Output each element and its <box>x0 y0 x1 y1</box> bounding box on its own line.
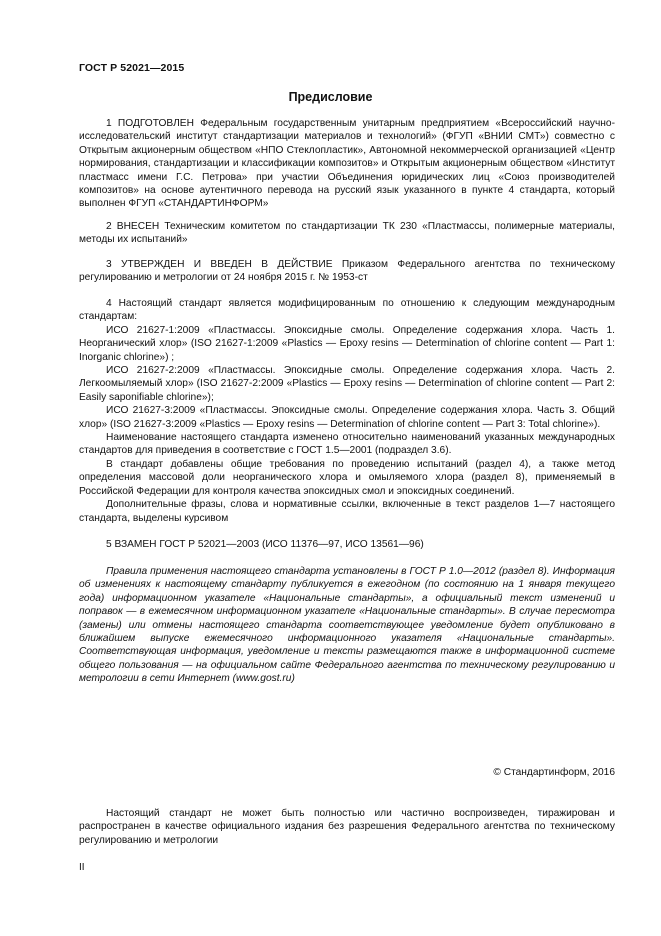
paragraph-replaces: 5 ВЗАМЕН ГОСТ Р 52021—2003 (ИСО 11376—97, ИСО 13561—96) <box>106 539 424 550</box>
paragraph-additional-phrases: Дополнительные фразы, слова и нормативные ссылки, включенные в текст разделов 1—7 настоящего стандарта, выделены курсивом <box>79 499 615 524</box>
paragraph-reproduction: Настоящий стандарт не может быть полностью или частично воспроизведен, тиражирован и распространен в качестве официального издания без разрешения Федерального агентства по техническому регулированию и метрологии <box>79 808 615 846</box>
standard-item-2: ИСО 21627-2:2009 «Пластмассы. Эпоксидные смолы. Определение содержания хлора. Часть 2. Легкоомыляемый хлор» (ISO 21627-2:2009 «Plastics — Epoxy resins — Determination of chlorine content — Part 2: Easily saponifiable chlorine»); <box>79 365 615 403</box>
page-title: Предисловие <box>288 90 373 104</box>
paragraph-approved: 3 УТВЕРЖДЕН И ВВЕДЕН В ДЕЙСТВИЕ Приказом Федерального агентства по техническому регулированию и метрологии от 24 ноября 2015 г. № 1953-ст <box>79 259 615 284</box>
standard-item-1: ИСО 21627-1:2009 «Пластмассы. Эпоксидные смолы. Определение содержания хлора. Часть 1. Неорганический хлор» (ISO 21627-1:2009 «Plastics — Epoxy resins — Determination of chlorine content — Part 1: Inorganic chlorine») ; <box>79 324 615 363</box>
page-number: II <box>79 862 85 873</box>
rules-notice <box>79 565 615 686</box>
standard-item-3: ИСО 21627-3:2009 «Пластмассы. Эпоксидные смолы. Определение содержания хлора. Часть 3. Общий хлор» (ISO 21627-3:2009 «Plastics — Epoxy resins — Determination of chlorine content — Part 3: Total chlorine»). <box>79 405 615 430</box>
paragraph-prepared: 1 ПОДГОТОВЛЕН Федеральным государственным унитарным предприятием «Всероссийский научно-исследовательский институт стандартизации материалов и технологий» (ФГУП «ВНИИ СМТ») совместно с Открытым акционерным обществом «НПО Стеклопластик», Автономной некоммерческой организацией «Центр нормирования, стандартизации и классификации композитов» и Открытым акционерным обществом «Институт пластмасс имени Г.С. Петрова» при участии Объединения юридических лиц «Союз производителей композитов» на основе аутентичного перевода на русский язык указанного в пункте 4 стандарта, который выполнен ФГУП «СТАНДАРТИНФОРМ» <box>79 118 615 210</box>
section-4 <box>79 297 615 525</box>
paragraph-introduced: 2 ВНЕСЕН Техническим комитетом по стандартизации ТК 230 «Пластмассы, полимерные материалы, методы их испытаний» <box>79 221 615 246</box>
copyright: © Стандартинформ, 2016 <box>493 767 615 778</box>
paragraph-application-rules: Правила применения настоящего стандарта установлены в ГОСТ Р 1.0—2012 (раздел 8). Информация об изменениях к настоящему стандарту публикуется в ежегодном (по состоянию на 1 января текущего года) информационном указателе «Национальные стандарты», а официальный текст изменений и поправок — в ежемесячном информационном указателе «Национальные стандарты». В случае пересмотра (замены) или отмены настоящего стандарта соответствующее уведомление будет опубликовано в ближайшем выпуске ежемесячного информационного указателя «Национальные стандарты». Соответствующая информация, уведомление и тексты размещаются также в информационной системе общего пользования — на официальном сайте Федерального агентства по техническому регулированию и метрологии в сети Интернет (www.gost.ru) <box>79 566 615 685</box>
section-1 <box>79 117 615 211</box>
paragraph-name-change: Наименование настоящего стандарта изменено относительно наименований указанных международных стандартов для приведения в соответствие с ГОСТ 1.5—2001 (подраздел 3.6). <box>79 432 615 457</box>
reproduction-notice <box>79 807 615 847</box>
section-2 <box>79 220 615 247</box>
document-code: ГОСТ Р 52021—2015 <box>79 62 185 74</box>
section-3 <box>79 258 615 285</box>
paragraph-added-requirements: В стандарт добавлены общие требования по проведению испытаний (раздел 4), а также метод определения массовой доли неорганического хлора и омыляемого хлора (раздел 8), применяемый в Российской Федерации для контроля качества эпоксидных смол и эпоксидных соединений. <box>79 458 615 497</box>
paragraph-modified-intro: 4 Настоящий стандарт является модифицированным по отношению к следующим международным стандартам: <box>79 298 615 323</box>
section-5 <box>79 538 615 551</box>
